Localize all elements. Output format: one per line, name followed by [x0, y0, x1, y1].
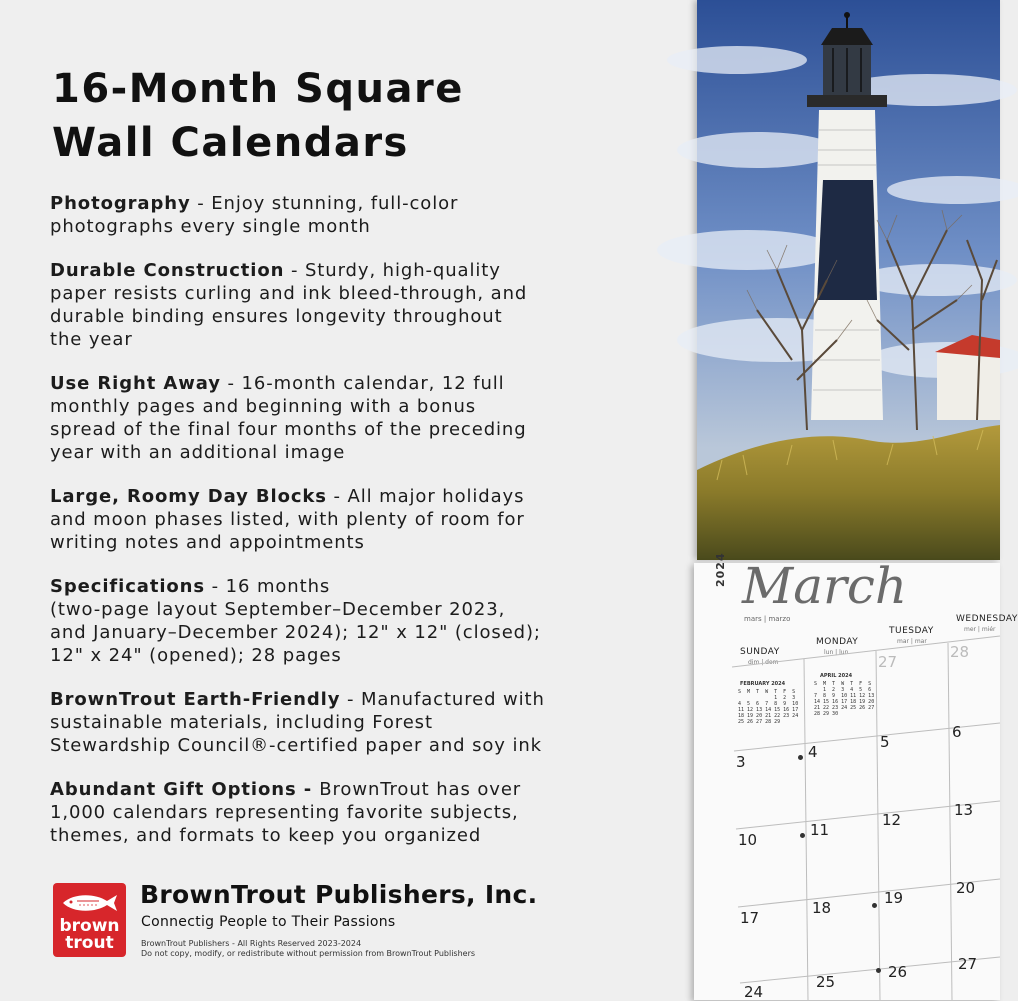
day-cell-25: 25 — [816, 973, 836, 991]
mini-calendar-april: S M T W T F S 1 2 3 4 5 6 7 8 9 10 11 12 13 14 15 16 17 18 19 20 21 22 23 24 25 26 27 28 29 30 — [814, 681, 875, 717]
publisher-legal — [141, 939, 475, 959]
feature-separator: - — [284, 260, 305, 281]
feature-separator: - — [220, 373, 242, 394]
feature-separator: - — [190, 193, 212, 214]
lighthouse-photo — [697, 0, 1000, 560]
day-cell-4: 4 — [808, 743, 818, 761]
day-sub-monday: lun | lun — [824, 649, 849, 656]
logo-word-trout: trout — [65, 933, 114, 953]
feature-separator: - — [340, 689, 361, 710]
day-cell-18: 18 — [812, 899, 832, 917]
day-cell-26: 26 — [888, 963, 908, 981]
day-sub-wednesday: mer | miér — [964, 626, 996, 633]
day-header-tuesday: TUESDAY — [889, 626, 934, 636]
feature-title: Abundant Gift Options - — [50, 779, 320, 800]
feature-text: paper resists curling and ink bleed-through, and — [50, 283, 528, 304]
moon-phase-icon — [876, 968, 881, 973]
feature-title: Photography — [50, 193, 191, 214]
day-cell-prev-27: 27 — [878, 653, 898, 671]
feature-title: Specifications — [50, 576, 205, 597]
feature-text: BrownTrout has over — [319, 779, 522, 800]
feature-title: Use Right Away — [50, 373, 221, 394]
feature-day-blocks — [50, 485, 650, 554]
day-cell-3: 3 — [736, 753, 746, 771]
day-sub-sunday: dim | dom — [748, 659, 779, 666]
day-cell-24: 24 — [744, 983, 764, 1001]
day-cell-13: 13 — [954, 801, 974, 819]
calendar-grid-lines — [694, 563, 1000, 1000]
moon-phase-icon — [800, 833, 805, 838]
day-cell-20: 20 — [956, 879, 976, 897]
day-cell-5: 5 — [880, 733, 890, 751]
title-line-1: 16-Month Square — [52, 66, 464, 112]
feature-text: themes, and formats to keep you organized — [50, 825, 482, 846]
calendar-year: 2024 — [714, 552, 727, 587]
day-cell-17: 17 — [740, 909, 760, 927]
feature-text: 16 months — [225, 576, 331, 597]
feature-separator: - — [326, 486, 348, 507]
feature-text: Enjoy stunning, full-color — [211, 193, 459, 214]
feature-text: All major holidays — [347, 486, 525, 507]
day-cell-6: 6 — [952, 723, 962, 741]
calendar-grid-page — [694, 552, 1018, 1001]
calendar-month: March — [742, 557, 908, 615]
mini-calendar-february: S M T W T F S 1 2 3 4 5 6 7 8 9 10 11 12 13 14 15 16 17 18 19 20 21 22 23 24 25 26 27 28 29 — [738, 689, 799, 725]
moon-phase-icon — [872, 903, 877, 908]
feature-text: Manufactured with — [361, 689, 545, 710]
day-cell-11: 11 — [810, 821, 830, 839]
feature-text: monthly pages and beginning with a bonus — [50, 396, 477, 417]
day-sub-tuesday: mar | mar — [897, 638, 927, 645]
day-cell-12: 12 — [882, 811, 902, 829]
feature-text: year with an additional image — [50, 442, 346, 463]
feature-title: Durable Construction — [50, 260, 285, 281]
feature-gift-options — [50, 778, 650, 847]
day-cell-prev-28: 28 — [950, 643, 970, 661]
feature-text: (two-page layout September–December 2023, — [50, 599, 506, 620]
legal-line-2: Do not copy, modify, or redistribute without permission from BrownTrout Publishers — [141, 949, 476, 958]
day-cell-19: 19 — [884, 889, 904, 907]
day-header-sunday: SUNDAY — [740, 647, 780, 657]
feature-use-right-away — [50, 372, 650, 464]
feature-text: photographs every single month — [50, 216, 371, 237]
feature-text: 16-month calendar, 12 full — [241, 373, 505, 394]
lighthouse-image — [697, 0, 1000, 560]
mini-calendar-february-title: FEBRUARY 2024 — [740, 681, 786, 687]
feature-text: the year — [50, 329, 133, 350]
feature-title: BrownTrout Earth-Friendly — [50, 689, 341, 710]
legal-line-1: BrownTrout Publishers - All Rights Reserved 2023-2024 — [141, 939, 362, 948]
feature-text: and moon phases listed, with plenty of room for — [50, 509, 525, 530]
feature-text: 12" x 24" (opened); 28 pages — [50, 645, 342, 666]
feature-list — [50, 192, 650, 868]
feature-text: durable binding ensures longevity throughout — [50, 306, 503, 327]
trout-icon — [59, 891, 119, 915]
publisher-name: BrownTrout Publishers, Inc. — [140, 880, 538, 909]
feature-separator: - — [204, 576, 226, 597]
mini-calendar-april-title: APRIL 2024 — [820, 673, 853, 679]
logo-word-brown: brown — [59, 916, 120, 936]
feature-text: sustainable materials, including Forest — [50, 712, 433, 733]
day-header-wednesday: WEDNESDAY — [956, 614, 1018, 624]
feature-specifications — [50, 575, 650, 667]
feature-text: 1,000 calendars representing favorite subjects, — [50, 802, 519, 823]
page-title — [52, 62, 464, 170]
feature-text: Stewardship Council®-certified paper and soy ink — [50, 735, 542, 756]
moon-phase-icon — [798, 755, 803, 760]
calendar-month-subtitle: mars | marzo — [744, 615, 791, 623]
feature-text: spread of the final four months of the preceding — [50, 419, 527, 440]
title-line-2: Wall Calendars — [52, 120, 409, 166]
feature-text: Sturdy, high-quality — [304, 260, 501, 281]
feature-earth-friendly — [50, 688, 650, 757]
day-header-monday: MONDAY — [816, 637, 859, 647]
feature-text: and January–December 2024); 12" x 12" (closed); — [50, 622, 541, 643]
feature-durable-construction — [50, 259, 650, 351]
browntrout-logo — [53, 883, 126, 957]
publisher-tagline: Connectig People to Their Passions — [141, 914, 396, 930]
feature-title: Large, Roomy Day Blocks — [50, 486, 327, 507]
feature-text: writing notes and appointments — [50, 532, 365, 553]
day-cell-27: 27 — [958, 955, 978, 973]
feature-photography — [50, 192, 650, 238]
day-cell-10: 10 — [738, 831, 758, 849]
